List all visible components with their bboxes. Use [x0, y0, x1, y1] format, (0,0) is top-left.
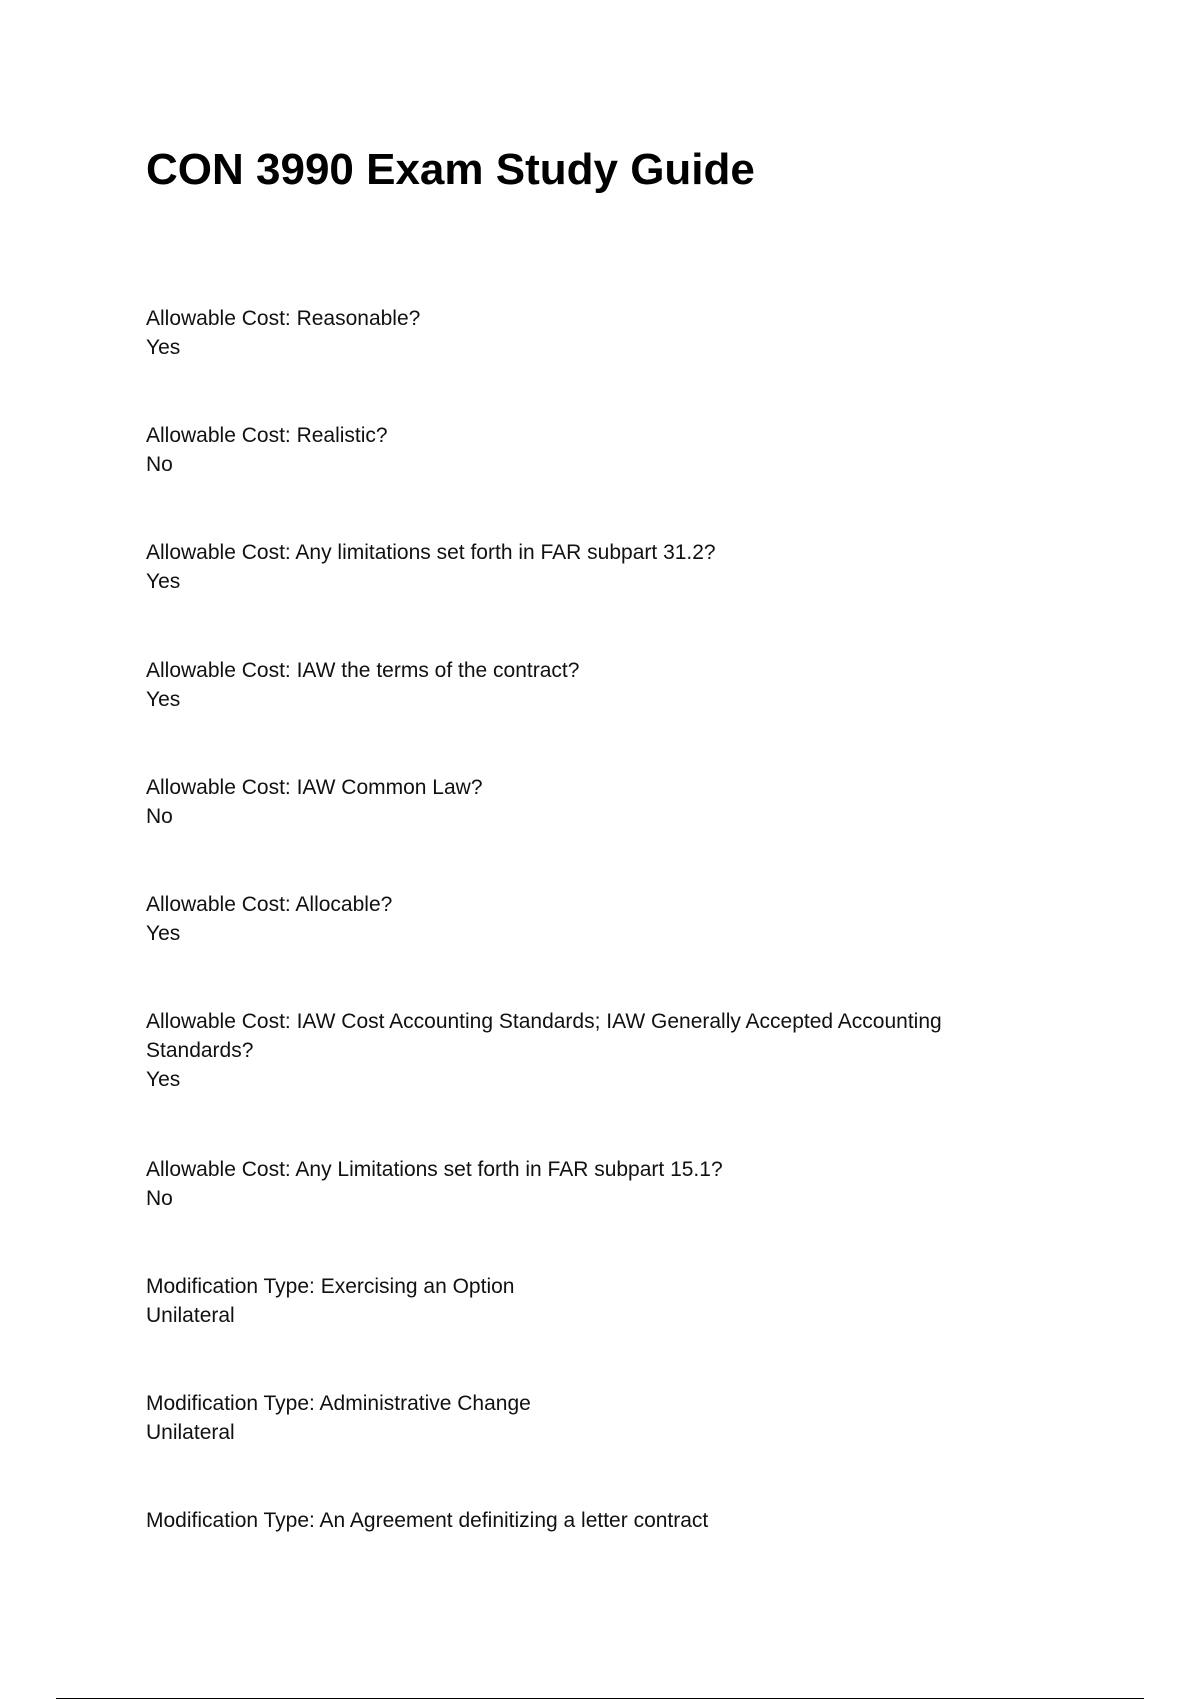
question-text: Allowable Cost: Reasonable? [146, 307, 421, 330]
question-text: Allowable Cost: Any Limitations set forth in FAR subpart 15.1? [146, 1158, 723, 1181]
question-text-continued: Standards? [146, 1039, 254, 1062]
question-text: Allowable Cost: IAW Cost Accounting Standards; IAW Generally Accepted Accounting [146, 1010, 942, 1033]
question-text: Modification Type: An Agreement definitizing a letter contract [146, 1509, 709, 1532]
answer-text: Yes [146, 1068, 181, 1091]
question-text: Allowable Cost: IAW Common Law? [146, 776, 483, 799]
question-text: Allowable Cost: Allocable? [146, 893, 393, 916]
list-item [146, 1506, 1026, 1535]
question-text: Allowable Cost: Realistic? [146, 424, 388, 447]
question-text: Allowable Cost: Any limitations set forth in FAR subpart 31.2? [146, 541, 716, 564]
question-text: Modification Type: Administrative Change [146, 1392, 531, 1415]
list-item [146, 656, 1026, 714]
answer-text: Unilateral [146, 1421, 235, 1444]
list-item [146, 304, 1026, 362]
answer-text: Yes [146, 922, 181, 945]
page-divider [56, 1698, 1144, 1699]
list-item [146, 1155, 1026, 1213]
question-text: Modification Type: Exercising an Option [146, 1275, 515, 1298]
answer-text: Yes [146, 688, 181, 711]
answer-text: Yes [146, 570, 181, 593]
answer-text: Unilateral [146, 1304, 235, 1327]
answer-text: No [146, 1187, 173, 1210]
page-title: CON 3990 Exam Study Guide [146, 145, 755, 194]
answer-text: No [146, 453, 173, 476]
list-item [146, 1272, 1026, 1330]
list-item [146, 1007, 1026, 1094]
answer-text: Yes [146, 336, 181, 359]
list-item [146, 773, 1026, 831]
list-item [146, 421, 1026, 479]
list-item [146, 1389, 1026, 1447]
question-text: Allowable Cost: IAW the terms of the contract? [146, 659, 580, 682]
answer-text: No [146, 805, 173, 828]
list-item [146, 890, 1026, 948]
list-item [146, 538, 1026, 596]
